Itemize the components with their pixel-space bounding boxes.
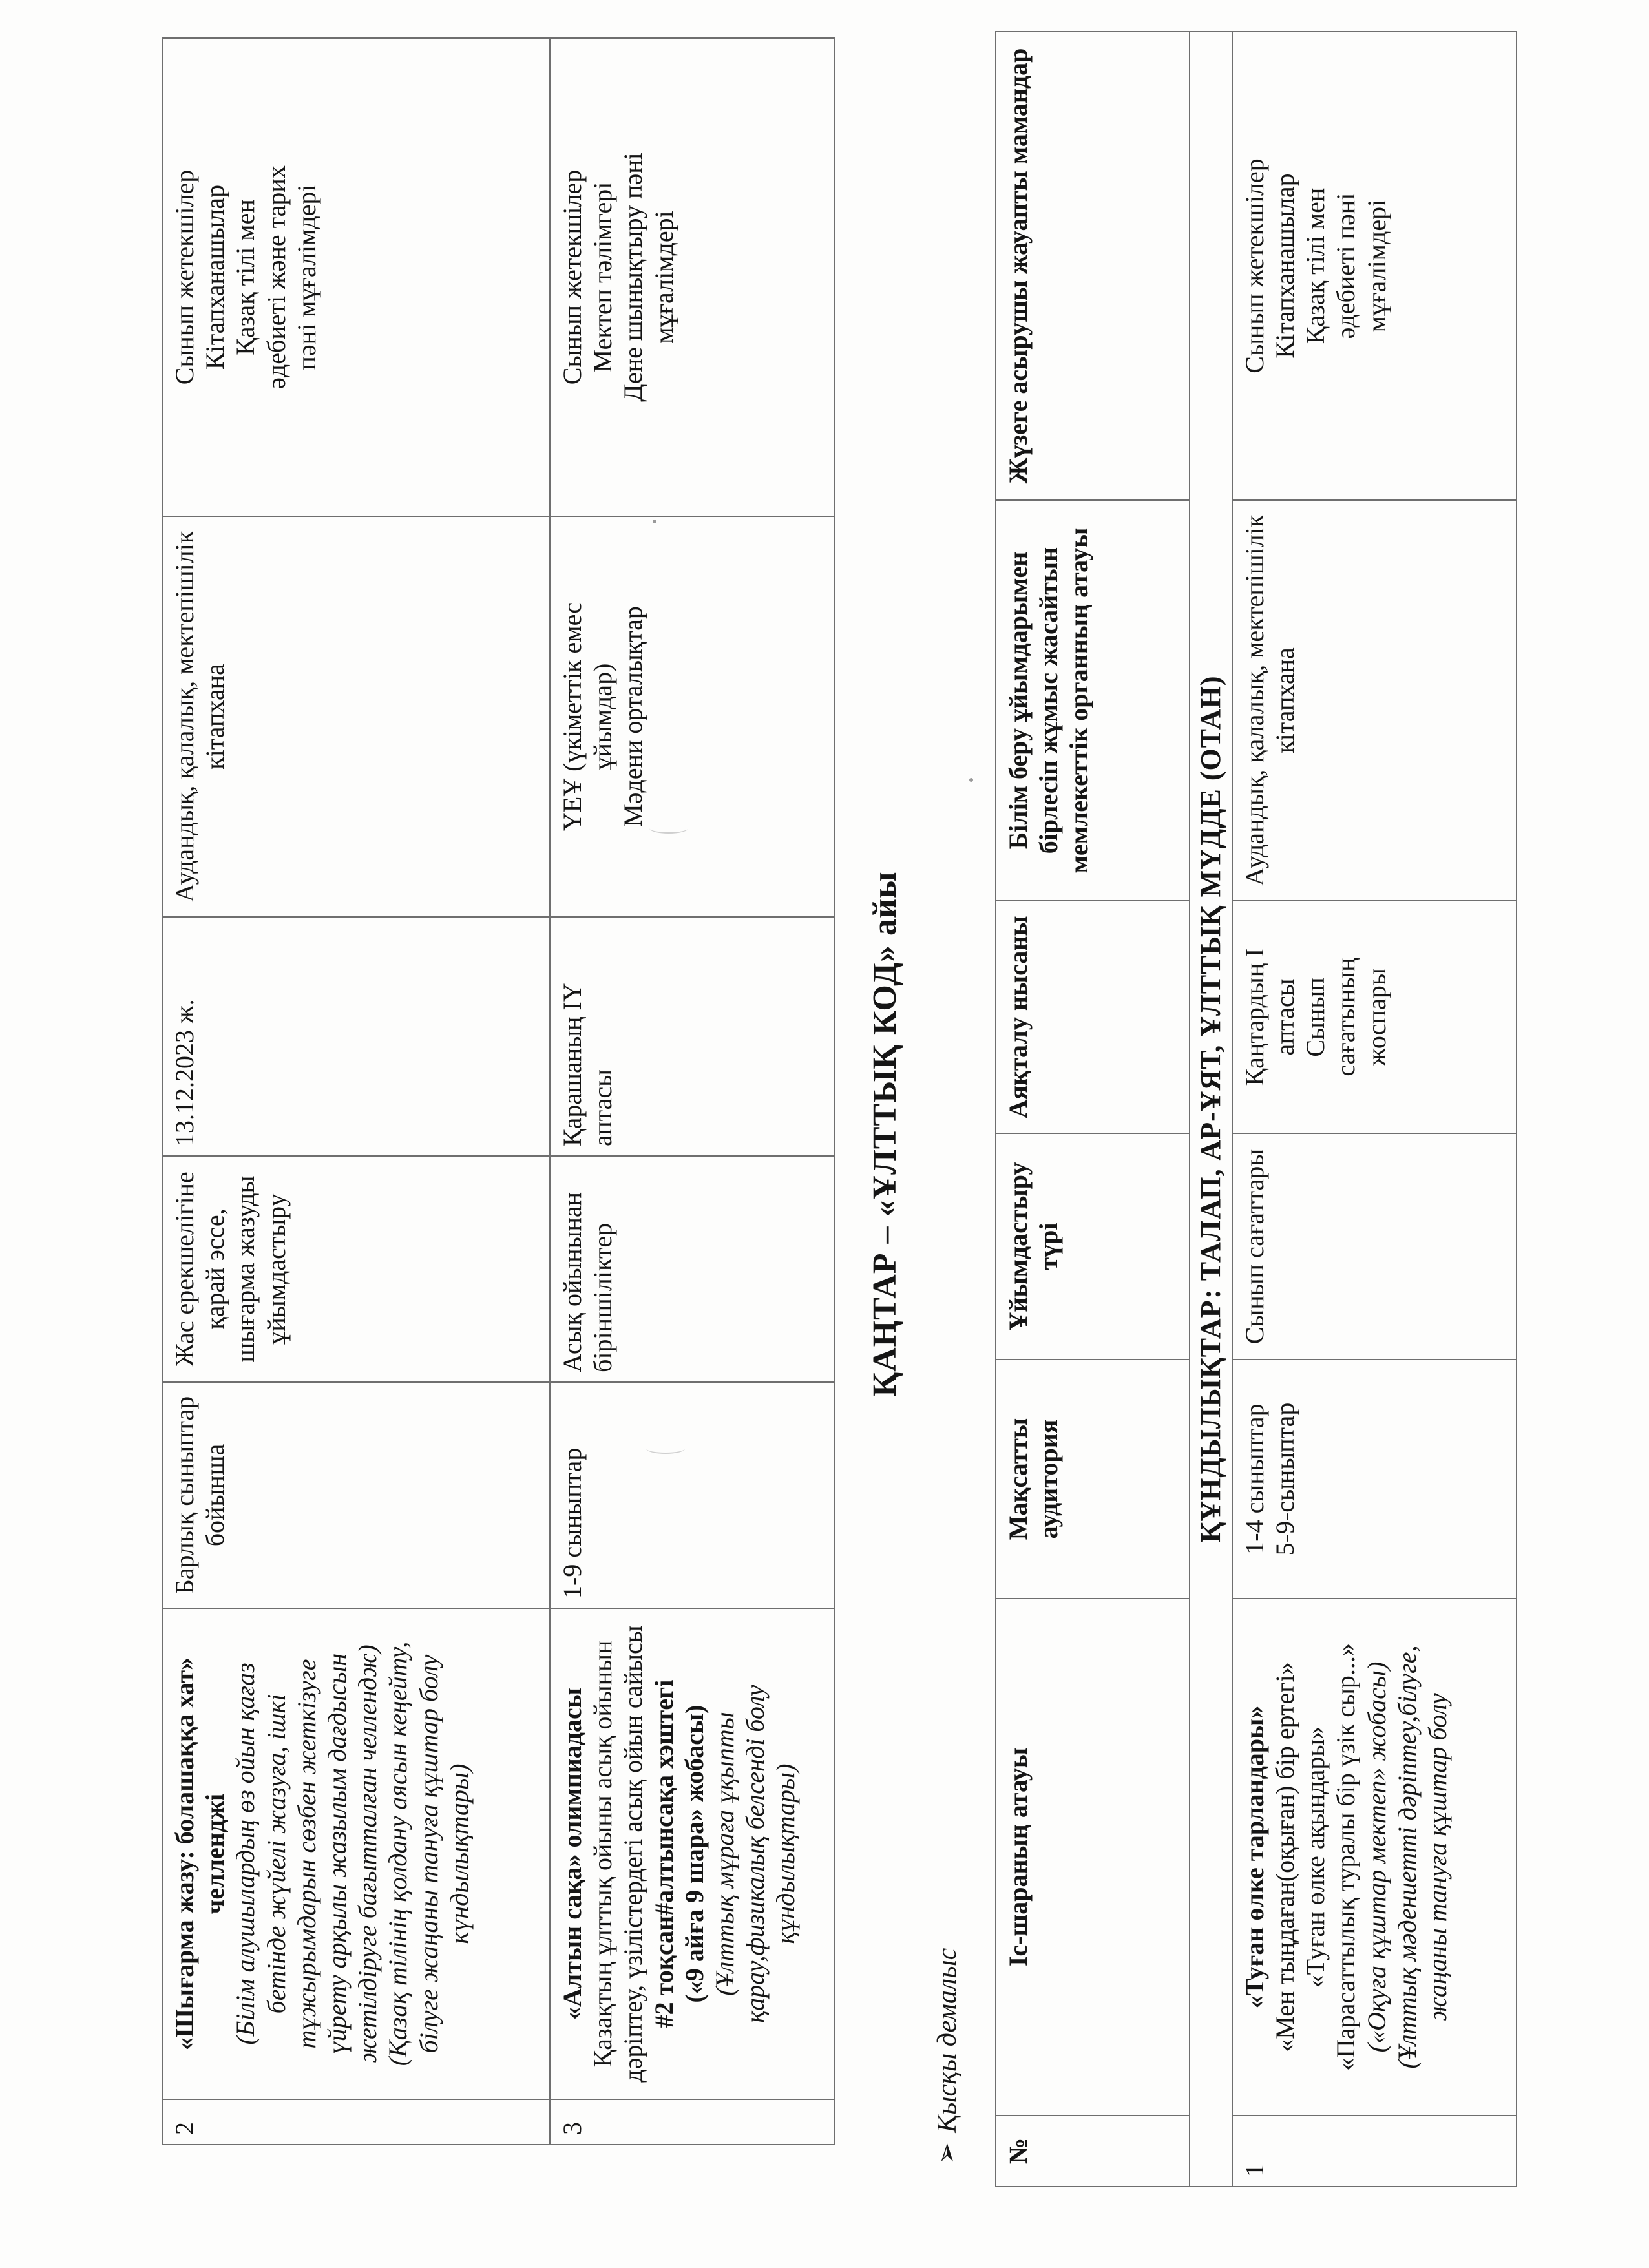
header-number: № xyxy=(996,2116,1190,2187)
event-name-cell: «Туған өлке тарландары» «Мен тыңдаған(оқыған) бір ертегі» «Туған өлке ақындары» «Парасаттылық туралы бір үзік сыр...» («Оқуға құштар мектеп» жобасы) (Ұлттық мәдениетті дәріптеу,білуге, жаңаны тануға құштар болу xyxy=(1232,1599,1517,2116)
header-responsible: Жүзеге асырушы жауапты мамандар xyxy=(996,32,1190,500)
short-term-holiday-line xyxy=(930,1948,963,2165)
partner-cell: ҮЕҰ (үкіметтік емес ұйымдар) Мәдени орталықтар xyxy=(550,516,834,917)
partner-cell: Аудандық, қалалық, мектепішілік кітапхана xyxy=(162,516,550,917)
header-completion: Аяқталу нысаны xyxy=(996,901,1190,1133)
header-event-name: Іс-шараның атауы xyxy=(996,1599,1190,2116)
table-row xyxy=(550,38,834,2145)
event-name-cell: «Алтын сақа» олимпиадасы Қазақтың ұлттық ойыны асық ойынын дәріптеу, үзілістердегі асық ойын сайысы #2 тоқсан#алтынсақа хэштегі («9 айға 9 шара» жобасы) (Ұлттық мұраға ұқыпты қарау,физикалық белсенді болу құндылықтары) xyxy=(550,1608,834,2099)
table-row xyxy=(162,38,550,2145)
audience-cell: 1-9 сыныптар xyxy=(550,1382,834,1608)
responsible-cell: Сынып жетекшілер Мектеп тәлімгері Дене шынықтыру пәні мұғалімдері xyxy=(550,38,834,516)
scan-mark xyxy=(649,823,688,834)
period-cell: 13.12.2023 ж. xyxy=(162,917,550,1156)
table-row xyxy=(1232,32,1517,2187)
header-audience: Мақсатты аудитория xyxy=(996,1360,1190,1599)
form-cell: Жас ерекшелігіне қарай эссе, шығарма жазуды ұйымдастыру xyxy=(162,1156,550,1382)
responsible-cell: Сынып жетекшілер Кітапханашылар Қазақ тілі мен әдебиеті пәні мұғалімдері xyxy=(1232,32,1517,500)
partner-cell: Аудандық, қалалық, мектепішілік кітапхана xyxy=(1232,500,1517,901)
audience-cell: 1-4 сыныптар 5-9-сыныптар xyxy=(1232,1360,1517,1599)
events-table-continued xyxy=(162,37,835,2145)
row-number: 1 xyxy=(1232,2116,1517,2187)
audience-cell: Барлық сыныптар бойынша xyxy=(162,1382,550,1608)
month-title: ҚАҢТАР – «ҰЛТТЫҚ КОД» айы xyxy=(867,871,903,1397)
january-events-table xyxy=(995,31,1517,2187)
completion-cell: Қаңтардың І аптасы Сынып сағатының жоспары xyxy=(1232,901,1517,1133)
form-cell: Сынып сағаттары xyxy=(1232,1133,1517,1360)
period-cell: Қарашаның IY аптасы xyxy=(550,917,834,1156)
row-number: 3 xyxy=(550,2099,834,2145)
scan-speck xyxy=(969,778,973,782)
form-cell: Асық ойынынан біріншіліктер xyxy=(550,1156,834,1382)
responsible-cell: Сынып жетекшілер Кітапханашылар Қазақ тілі мен әдебиеті және тарих пәні мұғалімдері xyxy=(162,38,550,516)
row-number: 2 xyxy=(162,2099,550,2145)
event-name-cell: «Шығарма жазу: болашаққа хат» челленджі (Білім алушылардың өз ойын қағаз бетінде жүйелі жазуға, ішкі тұжырымдарын сөзбен жеткізуге үйрету арқылы жазылым дағдысын жетілдіруге бағытталған челлендж) (Қазақ тілінің қолдану аясын кеңейту, білуге жаңаны тануға құштар болу күндылықтары) xyxy=(162,1608,550,2099)
header-form: Ұйымдастыру түрі xyxy=(996,1133,1190,1360)
values-row xyxy=(1190,32,1232,2187)
short-term-label: Қысқы демалыс xyxy=(932,1948,962,2133)
scan-mark xyxy=(646,1444,685,1454)
arrow-bullet-icon: ➢ xyxy=(932,2141,962,2165)
table-header-row xyxy=(996,32,1190,2187)
scan-speck xyxy=(653,520,656,523)
values-banner: ҚҰНДЫЛЫҚТАР: ТАЛАП, АР-ҰЯТ, ҰЛТТЫҚ МҮДДЕ (ОТАН) xyxy=(1190,32,1232,2187)
header-partner: Білім беру ұйымдарымен бірлесіп жұмыс жасайтын мемлекеттік органның атауы xyxy=(996,500,1190,901)
